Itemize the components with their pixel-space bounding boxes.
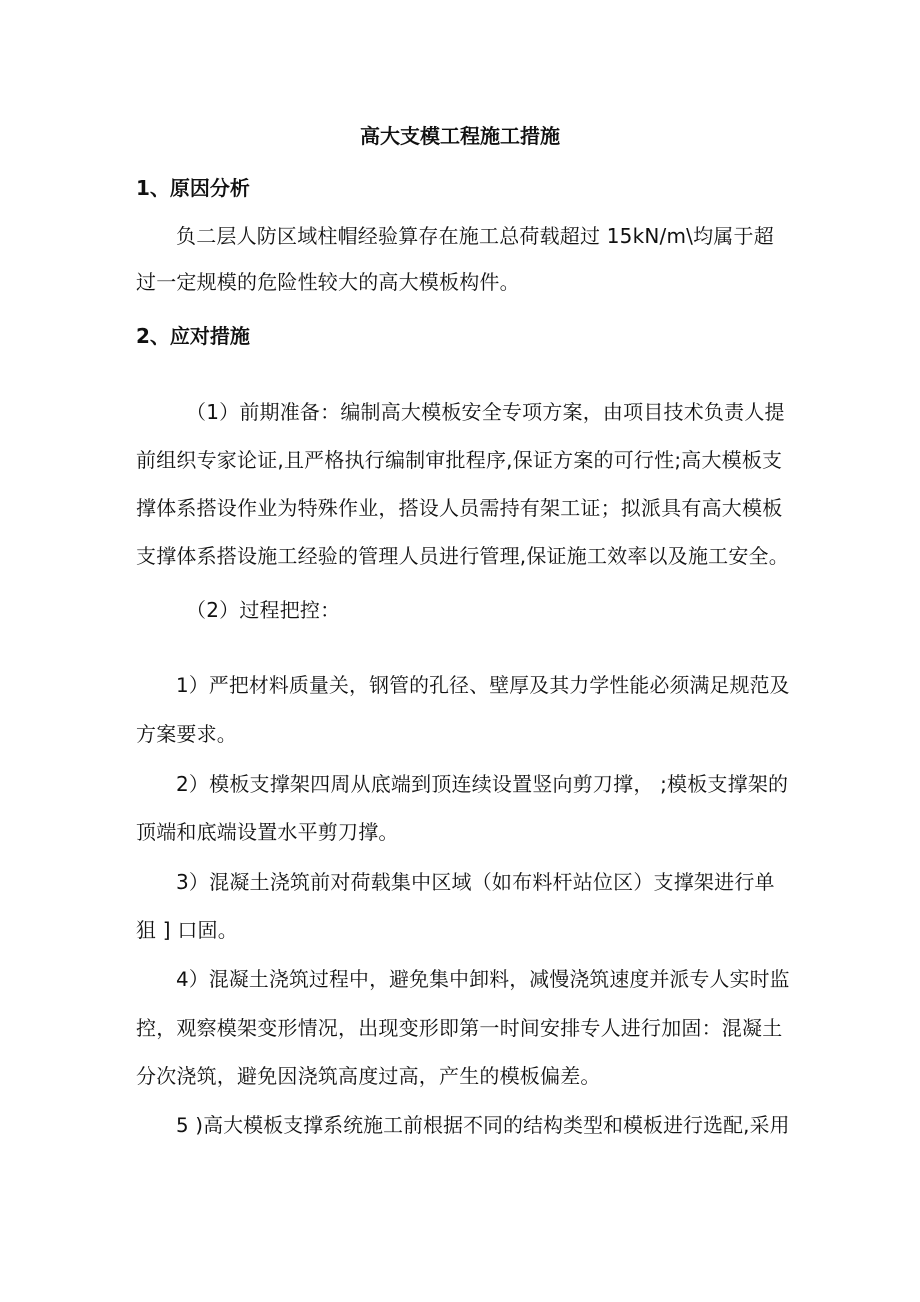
list-item-line: 分次浇筑，避免因浇筑高度过高，产生的模板偏差。 bbox=[136, 1064, 601, 1088]
paragraph-line: 负二层人防区域柱帽经验算存在施工总荷载超过 15kN/m\均属于超 bbox=[176, 224, 774, 248]
paragraph-line: 前组织专家论证,且严格执行编制审批程序,保证方案的可行性;高大模板支 bbox=[136, 448, 783, 472]
list-item-line: 方案要求。 bbox=[136, 722, 237, 746]
list-item-line: 3）混凝土浇筑前对荷载集中区域（如布料杆站位区）支撑架进行单 bbox=[176, 870, 775, 894]
list-item-line: 狙 ] 口固。 bbox=[136, 918, 238, 942]
paragraph-line: 撑体系搭设作业为特殊作业，搭设人员需持有架工证；拟派具有高大模板 bbox=[136, 496, 783, 520]
section-heading-countermeasures: 2、应对措施 bbox=[136, 324, 250, 348]
paragraph-line: （1）前期准备：编制高大模板安全专项方案，由项目技术负责人提 bbox=[186, 400, 785, 424]
document-title: 高大支模工程施工措施 bbox=[360, 124, 560, 148]
list-item-line: 5 )高大模板支撑系统施工前根据不同的结构类型和模板进行选配,采用 bbox=[176, 1114, 790, 1137]
list-item-line: 控，观察模架变形情况，出现变形即第一时间安排专人进行加固：混凝土 bbox=[136, 1016, 783, 1040]
list-item-line: 1）严把材料质量关，钢管的孔径、壁厚及其力学性能必须满足规范及 bbox=[176, 674, 790, 697]
list-item-line: 4）混凝土浇筑过程中，避免集中卸料，减慢浇筑速度并派专人实时监 bbox=[176, 968, 790, 991]
list-item-line: 顶端和底端设置水平剪刀撑。 bbox=[136, 820, 399, 844]
section-heading-cause-analysis: 1、原因分析 bbox=[136, 176, 250, 200]
paragraph-line: 支撑体系搭设施工经验的管理人员进行管理,保证施工效率以及施工安全。 bbox=[136, 544, 789, 568]
paragraph-line: 过一定规模的危险性较大的高大模板构件。 bbox=[136, 270, 520, 294]
list-item-line: 2）模板支撑架四周从底端到顶连续设置竖向剪刀撑， ;模板支撑架的 bbox=[176, 772, 789, 796]
subheading-process-control: （2）过程把控： bbox=[186, 598, 341, 622]
